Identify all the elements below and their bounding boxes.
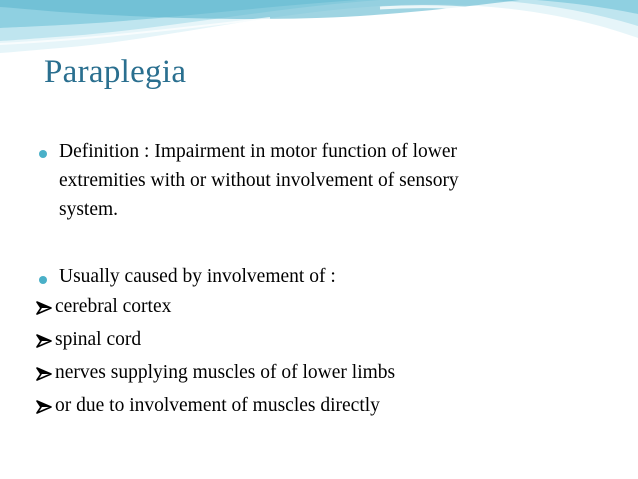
circle-bullet-icon	[39, 150, 47, 158]
sub-item: nerves supplying muscles of of lower limbs	[55, 362, 396, 383]
bullet-line: Definition : Impairment in motor function of lower	[59, 141, 458, 162]
sub-item: spinal cord	[55, 329, 142, 350]
arrow-bullet-icon	[36, 367, 52, 381]
bullet-line: extremities with or without involvement of sensory	[59, 170, 459, 191]
arrow-bullet-icon	[36, 400, 52, 414]
sub-item: or due to involvement of muscles directly	[55, 395, 380, 416]
arrow-bullet-icon	[36, 334, 52, 348]
arrow-bullet-icon	[36, 301, 52, 315]
bullet-line: Usually caused by involvement of :	[59, 266, 336, 287]
bullet-line: system.	[59, 199, 119, 220]
circle-bullet-icon	[39, 276, 47, 284]
slide-title: Paraplegia	[44, 54, 187, 90]
sub-item: cerebral cortex	[55, 296, 172, 317]
